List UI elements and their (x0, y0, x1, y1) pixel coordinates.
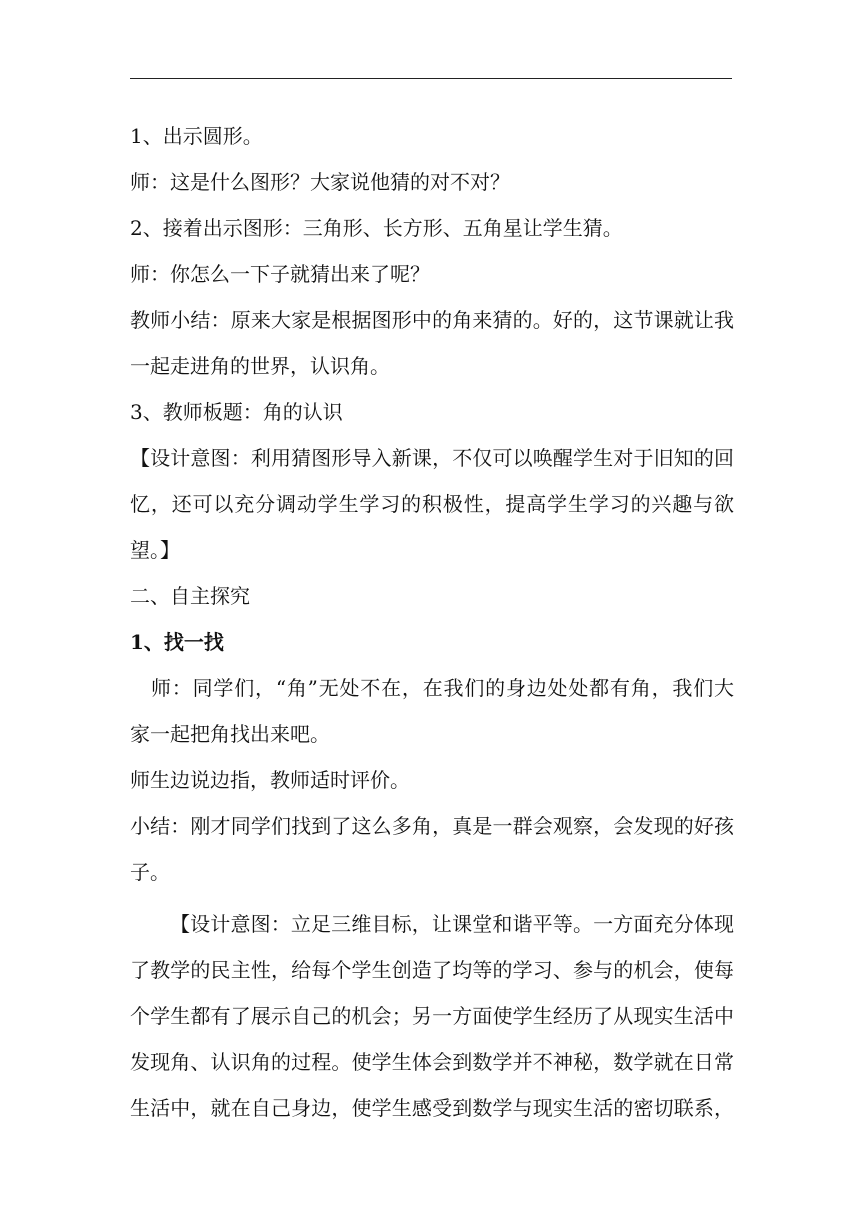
design-intent-line: 【设计意图：利用猜图形导入新课，不仅可以唤醒学生对于旧知的回 (130, 446, 734, 470)
design-intent-line: 了教学的民主性，给每个学生创造了均等的学习、参与的机会，使每 (130, 958, 734, 982)
paragraph-line: 1、出示圆形。 (130, 124, 263, 148)
section-heading: 二、自主探究 (130, 584, 250, 608)
paragraph-line: 师：同学们，“角”无处不在，在我们的身边处处都有角，我们大 (151, 676, 734, 700)
document-body (130, 113, 734, 1131)
paragraph-line: 子。 (130, 860, 170, 884)
paragraph-line: 师：这是什么图形？大家说他猜的对不对？ (130, 170, 510, 194)
paragraph-line: 小结：刚才同学们找到了这么多角，真是一群会观察，会发现的好孩 (130, 814, 734, 838)
design-intent-line: 个学生都有了展示自己的机会；另一方面使学生经历了从现实生活中 (130, 1004, 734, 1028)
paragraph-line: 师：你怎么一下子就猜出来了呢？ (130, 262, 430, 286)
header-rule (130, 78, 732, 79)
paragraph-line: 教师小结：原来大家是根据图形中的角来猜的。好的，这节课就让我 (130, 308, 734, 332)
design-intent-line: 发现角、认识角的过程。使学生体会到数学并不神秘，数学就在日常 (130, 1050, 734, 1074)
paragraph-line: 家一起把角找出来吧。 (130, 722, 330, 746)
paragraph-line: 3、教师板题：角的认识 (130, 400, 343, 424)
design-intent-line: 望。】 (130, 538, 180, 562)
paragraph-line: 师生边说边指，教师适时评价。 (130, 768, 410, 792)
subsection-heading: 1、找一找 (130, 630, 224, 654)
paragraph-line: 一起走进角的世界，认识角。 (130, 354, 390, 378)
design-intent-line: 【设计意图：立足三维目标，让课堂和谐平等。一方面充分体现 (170, 912, 734, 936)
design-intent-line: 生活中，就在自己身边，使学生感受到数学与现实生活的密切联系， (130, 1096, 734, 1120)
design-intent-line: 忆，还可以充分调动学生学习的积极性，提高学生学习的兴趣与欲 (130, 492, 734, 516)
paragraph-line: 2、接着出示图形：三角形、长方形、五角星让学生猜。 (130, 216, 623, 240)
